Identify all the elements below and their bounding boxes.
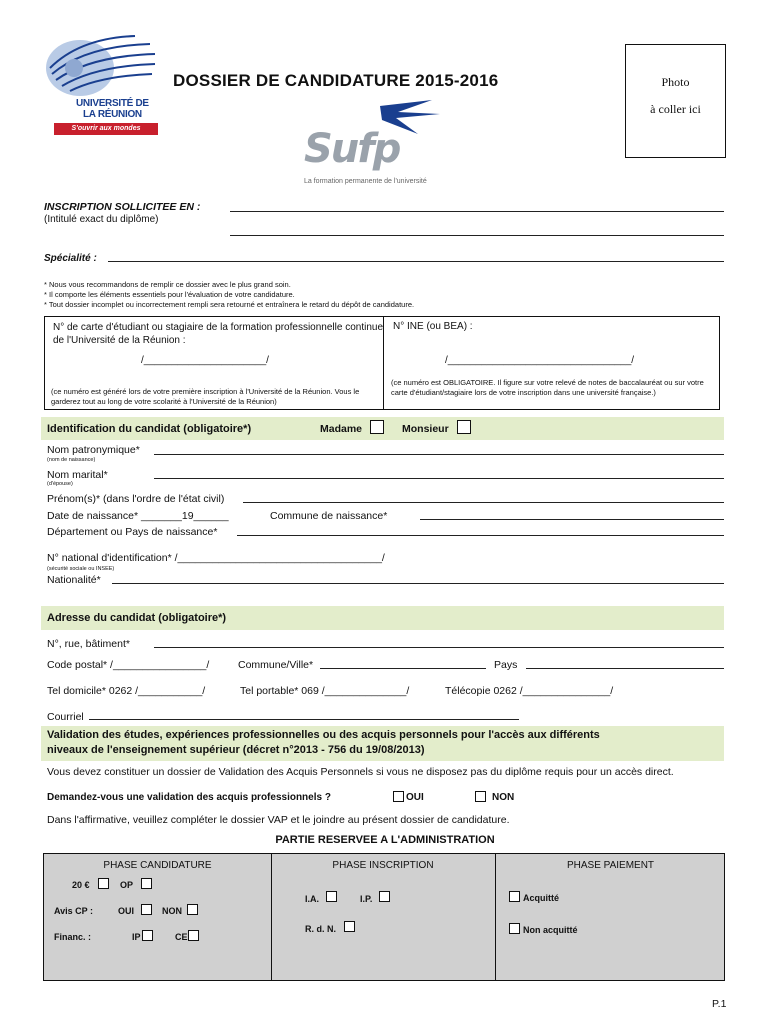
page-title: DOSSIER DE CANDIDATURE 2015-2016 [173,71,499,90]
phase-paiement-title: PHASE PAIEMENT [566,860,655,871]
phase-candidature-title: PHASE CANDIDATURE [103,860,212,871]
photo-label: Photo [661,75,690,89]
avis-cp-label: Avis CP : [54,906,94,916]
ine-field[interactable]: /_________________________________/ [445,355,635,366]
ia-checkbox[interactable] [326,891,337,902]
madame-label: Madame [320,423,363,435]
nom-patronymique-label: Nom patronymique* [47,444,140,456]
non-acquitte-checkbox[interactable] [509,923,520,934]
telecopie-label[interactable]: Télécopie 0262 /_______________/ [445,685,614,697]
financ-ce-checkbox[interactable] [188,930,199,941]
courriel-field[interactable] [89,719,519,720]
departement-label: Département ou Pays de naissance* [47,526,218,538]
acquitte-label: Acquitté [523,893,559,903]
note-3: * Tout dossier incomplet ou incorrectement rempli sera retourné et entraînera le retard du dépôt de candidature. [44,300,415,309]
avis-non-checkbox[interactable] [187,904,198,915]
code-postal-label[interactable]: Code postal* /________________/ [47,659,210,671]
ine-title: N° INE (ou BEA) : [393,321,473,332]
avis-oui-label: OUI [118,906,135,916]
globe-icon [40,28,160,98]
nom-patronymique-field[interactable] [154,454,724,455]
non-acquitte-label: Non acquitté [523,925,578,935]
photo-sublabel: à coller ici [650,102,701,116]
university-logo [40,28,160,138]
pays-label: Pays [494,659,518,671]
commune-naissance-label: Commune de naissance* [270,510,388,522]
nom-marital-sub: (d'épouse) [47,481,73,487]
inscription-label: INSCRIPTION SOLLICITEE EN : [44,201,201,213]
identification-heading: Identification du candidat (obligatoire*) [47,423,252,435]
nationalite-label: Nationalité* [47,574,101,586]
rue-field[interactable] [154,647,724,648]
sufp-wordmark: Sufp [304,126,400,172]
student-number-field[interactable]: /______________________/ [141,355,269,366]
departement-field[interactable] [237,535,724,536]
num-national-sub: (sécurité sociale ou INSEE) [47,566,115,572]
nom-patronymique-sub: (nom de naissance) [47,457,96,463]
financ-ip-checkbox[interactable] [142,930,153,941]
ip-checkbox[interactable] [379,891,390,902]
tel-domicile-label[interactable]: Tel domicile* 0262 /___________/ [47,685,206,697]
financ-label: Financ. : [54,932,92,942]
nom-marital-label: Nom marital* [47,469,108,481]
amount-label: 20 € [72,880,90,890]
logo-line1: UNIVERSITÉ DE [76,98,149,109]
validation-text: Vous devez constituer un dossier de Validation des Acquis Personnels si vous ne disposez pas du diplôme requis pour un accès direct. [47,766,674,778]
note-2: * Il comporte les éléments essentiels pour l'évaluation de votre candidature. [44,290,295,299]
acquitte-checkbox[interactable] [509,891,520,902]
rdn-label: R. d. N. [305,924,336,934]
vap-oui-label: OUI [406,792,424,803]
student-id-box [44,316,720,410]
inscription-field-1[interactable] [230,211,724,212]
nom-marital-field[interactable] [154,478,724,479]
student-number-title: N° de carte d'étudiant ou stagiaire de la formation professionnelle continue de l'Université de la Réunion : [53,322,383,346]
op-checkbox[interactable] [141,878,152,889]
monsieur-checkbox[interactable] [457,420,471,434]
commune-ville-field[interactable] [320,668,486,669]
op-label: OP [120,880,134,890]
validation-heading-line2: niveaux de l'enseignement supérieur (décret n°2013 - 756 du 19/08/2013) [47,744,425,756]
pays-field[interactable] [526,668,724,669]
id-divider [383,317,384,410]
nationalite-field[interactable] [112,583,724,584]
prenoms-label: Prénom(s)* (dans l'ordre de l'état civil) [47,493,225,505]
madame-checkbox[interactable] [370,420,384,434]
ia-label: I.A. [305,894,320,904]
avis-oui-checkbox[interactable] [141,904,152,915]
courriel-label: Courriel [47,711,84,723]
prenoms-field[interactable] [243,502,724,503]
avis-non-label: NON [162,906,182,916]
validation-question: Demandez-vous une validation des acquis professionnels ? [47,792,331,803]
sufp-tagline: La formation permanente de l'université [304,178,427,185]
vap-oui-checkbox[interactable] [393,791,404,802]
date-naissance-label[interactable]: Date de naissance* _______19______ [47,510,229,522]
num-national-label[interactable]: N° national d'identification* /___________________________________/ [47,552,385,564]
inscription-sublabel: (Intitulé exact du diplôme) [44,214,159,225]
admin-panel [43,853,725,981]
logo-line2: LA RÉUNION [83,109,142,120]
commune-ville-label: Commune/Ville* [238,659,314,671]
student-number-note: (ce numéro est généré lors de votre première inscription à l'Université de la Réunion. Vous le garderez tout au long de votre scolarité à l'Université de la Réunion) [51,387,360,406]
specialite-label: Spécialité : [44,253,97,264]
validation-affirmative-text: Dans l'affirmative, veuillez compléter le dossier VAP et le joindre au présent dossier de candidature. [47,814,510,826]
commune-naissance-field[interactable] [420,519,724,520]
ip-label: I.P. [360,894,373,904]
page-number: P.1 [712,998,727,1010]
rdn-checkbox[interactable] [344,921,355,932]
specialite-field[interactable] [108,261,724,262]
financ-ip-label: IP [132,932,141,942]
vap-non-label: NON [492,792,515,803]
photo-box[interactable] [625,44,726,158]
tel-portable-label[interactable]: Tel portable* 069 /______________/ [240,685,410,697]
validation-heading-line1: Validation des études, expériences professionnelles ou des acquis personnels pour l'accès aux différents [47,729,600,741]
admin-divider-1 [271,854,272,981]
financ-ce-label: CE [175,932,188,942]
adresse-heading: Adresse du candidat (obligatoire*) [47,612,227,624]
note-1: * Nous vous recommandons de remplir ce dossier avec le plus grand soin. [44,280,291,289]
vap-non-checkbox[interactable] [475,791,486,802]
phase-inscription-title: PHASE INSCRIPTION [332,860,434,871]
admin-divider-2 [495,854,496,981]
amount-checkbox[interactable] [98,878,109,889]
monsieur-label: Monsieur [402,423,449,435]
ine-note: (ce numéro est OBLIGATOIRE. Il figure sur votre relevé de notes de baccalauréat ou sur votre carte d'étudiant/stagiaire lors de votre inscription dans une université française.) [391,378,704,397]
sufp-logo [300,98,460,190]
inscription-field-2[interactable] [230,235,724,236]
logo-tagline: S'ouvrir aux mondes [54,123,158,135]
rue-label: N°, rue, bâtiment* [47,638,130,650]
admin-heading: PARTIE RESERVEE A L'ADMINISTRATION [275,834,495,846]
